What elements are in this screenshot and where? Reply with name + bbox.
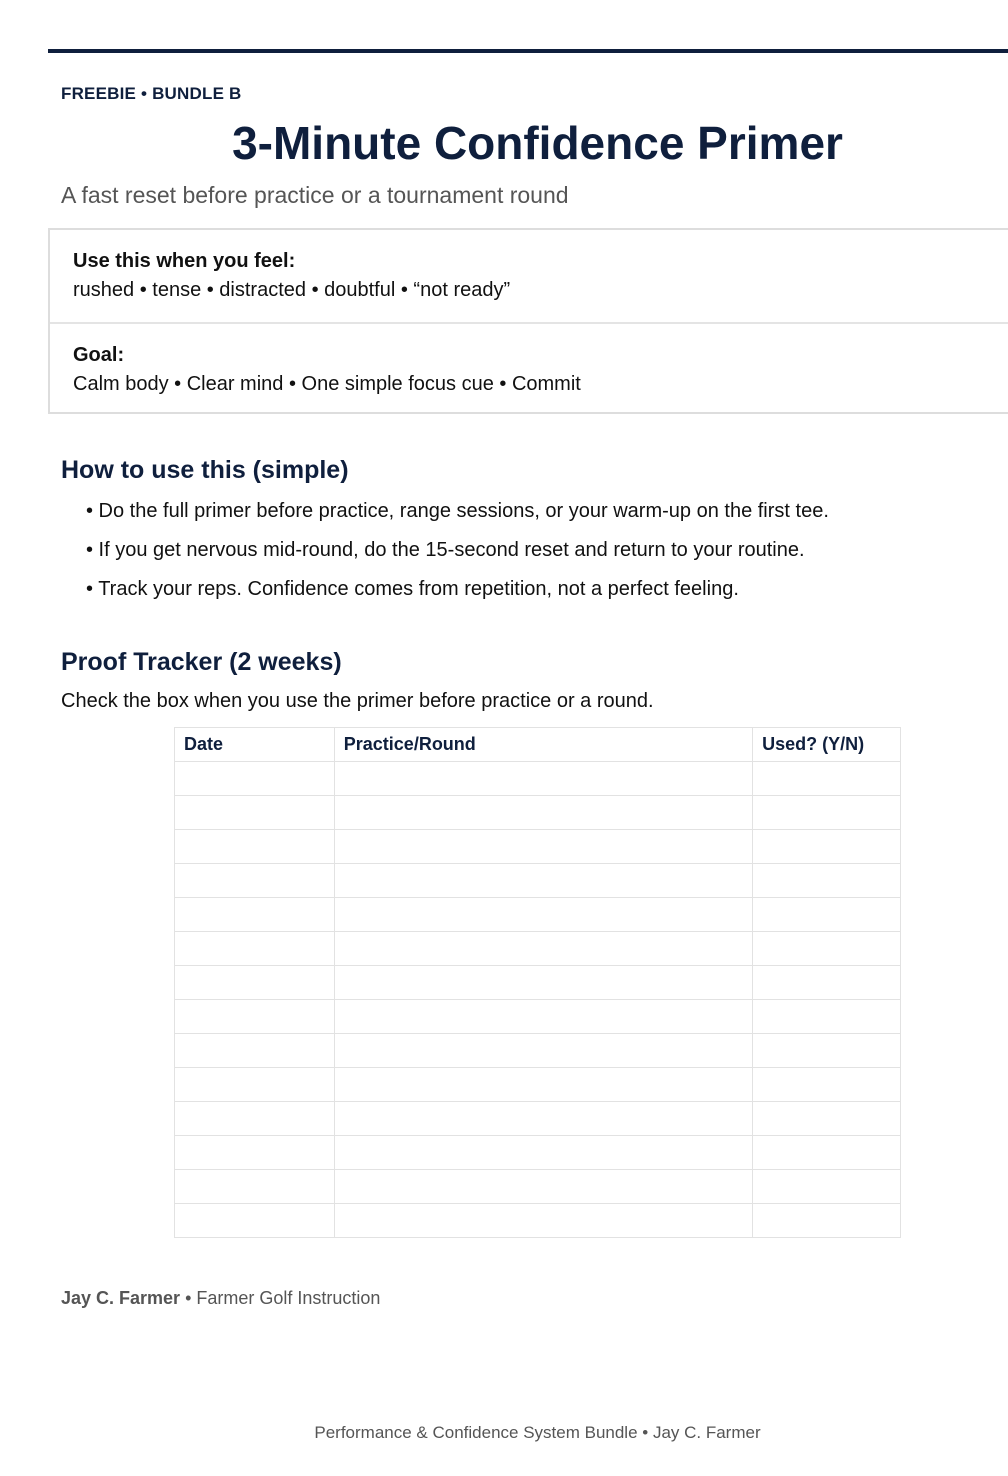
practice-round-cell[interactable] — [334, 1000, 752, 1034]
date-cell[interactable] — [175, 864, 335, 898]
list-item: • Track your reps. Confidence comes from repetition, not a perfect feeling. — [86, 578, 739, 600]
date-cell[interactable] — [175, 1170, 335, 1204]
feel-heading: Use this when you feel: — [73, 250, 296, 272]
practice-round-cell[interactable] — [334, 830, 752, 864]
table-row — [175, 864, 901, 898]
page-footer: Performance & Confidence System Bundle • Jay C. Farmer — [314, 1423, 761, 1442]
practice-round-cell[interactable] — [334, 1170, 752, 1204]
practice-round-cell[interactable] — [334, 864, 752, 898]
table-row — [175, 762, 901, 796]
table-row — [175, 1170, 901, 1204]
callout-divider — [50, 322, 1008, 324]
used-cell[interactable] — [753, 864, 901, 898]
table-row — [175, 898, 901, 932]
author-footer — [61, 1288, 380, 1309]
how-to-heading: How to use this (simple) — [61, 456, 349, 484]
how-to-list — [86, 498, 829, 615]
column-header-used: Used? (Y/N) — [753, 728, 901, 762]
table-row — [175, 1068, 901, 1102]
used-cell[interactable] — [753, 1136, 901, 1170]
goal-section — [73, 344, 581, 396]
table-row — [175, 1102, 901, 1136]
practice-round-cell[interactable] — [334, 762, 752, 796]
used-cell[interactable] — [753, 1102, 901, 1136]
used-cell[interactable] — [753, 830, 901, 864]
feel-section — [73, 250, 510, 302]
list-item: • If you get nervous mid-round, do the 15-second reset and return to your routine. — [86, 539, 805, 561]
proof-tracker-table — [174, 727, 901, 1238]
practice-round-cell[interactable] — [334, 1204, 752, 1238]
column-header-date: Date — [175, 728, 335, 762]
used-cell[interactable] — [753, 932, 901, 966]
author-name: Jay C. Farmer — [61, 1288, 181, 1308]
practice-round-cell[interactable] — [334, 932, 752, 966]
table-row — [175, 1034, 901, 1068]
date-cell[interactable] — [175, 1204, 335, 1238]
date-cell[interactable] — [175, 966, 335, 1000]
practice-round-cell[interactable] — [334, 1068, 752, 1102]
date-cell[interactable] — [175, 1102, 335, 1136]
tracker-intro: Check the box when you use the primer before practice or a round. — [61, 690, 654, 712]
column-header-practice-round: Practice/Round — [334, 728, 752, 762]
tracker-heading: Proof Tracker (2 weeks) — [61, 648, 342, 676]
used-cell[interactable] — [753, 966, 901, 1000]
date-cell[interactable] — [175, 762, 335, 796]
date-cell[interactable] — [175, 1068, 335, 1102]
practice-round-cell[interactable] — [334, 1034, 752, 1068]
list-item: • Do the full primer before practice, range sessions, or your warm-up on the first tee. — [86, 500, 829, 522]
practice-round-cell[interactable] — [334, 966, 752, 1000]
table-row — [175, 1000, 901, 1034]
used-cell[interactable] — [753, 1204, 901, 1238]
used-cell[interactable] — [753, 1000, 901, 1034]
practice-round-cell[interactable] — [334, 1136, 752, 1170]
date-cell[interactable] — [175, 1034, 335, 1068]
used-cell[interactable] — [753, 1068, 901, 1102]
subtitle: A fast reset before practice or a tournament round — [61, 182, 569, 208]
date-cell[interactable] — [175, 1000, 335, 1034]
organization: • Farmer Golf Instruction — [180, 1288, 381, 1308]
table-row — [175, 932, 901, 966]
date-cell[interactable] — [175, 796, 335, 830]
feel-text: rushed • tense • distracted • doubtful • “not ready” — [73, 279, 511, 301]
used-cell[interactable] — [753, 898, 901, 932]
used-cell[interactable] — [753, 762, 901, 796]
date-cell[interactable] — [175, 1136, 335, 1170]
practice-round-cell[interactable] — [334, 796, 752, 830]
goal-heading: Goal: — [73, 344, 125, 366]
table-header-row — [175, 728, 901, 762]
page-title: 3-Minute Confidence Primer — [232, 117, 843, 169]
top-rule — [48, 49, 1008, 53]
date-cell[interactable] — [175, 898, 335, 932]
eyebrow-label: FREEBIE • BUNDLE B — [61, 84, 242, 103]
table-row — [175, 830, 901, 864]
practice-round-cell[interactable] — [334, 898, 752, 932]
date-cell[interactable] — [175, 932, 335, 966]
practice-round-cell[interactable] — [334, 1102, 752, 1136]
goal-text: Calm body • Clear mind • One simple focus cue • Commit — [73, 373, 581, 395]
used-cell[interactable] — [753, 1170, 901, 1204]
table-row — [175, 1204, 901, 1238]
used-cell[interactable] — [753, 796, 901, 830]
table-row — [175, 796, 901, 830]
used-cell[interactable] — [753, 1034, 901, 1068]
callout-box — [48, 228, 1008, 414]
table-row — [175, 966, 901, 1000]
table-row — [175, 1136, 901, 1170]
date-cell[interactable] — [175, 830, 335, 864]
